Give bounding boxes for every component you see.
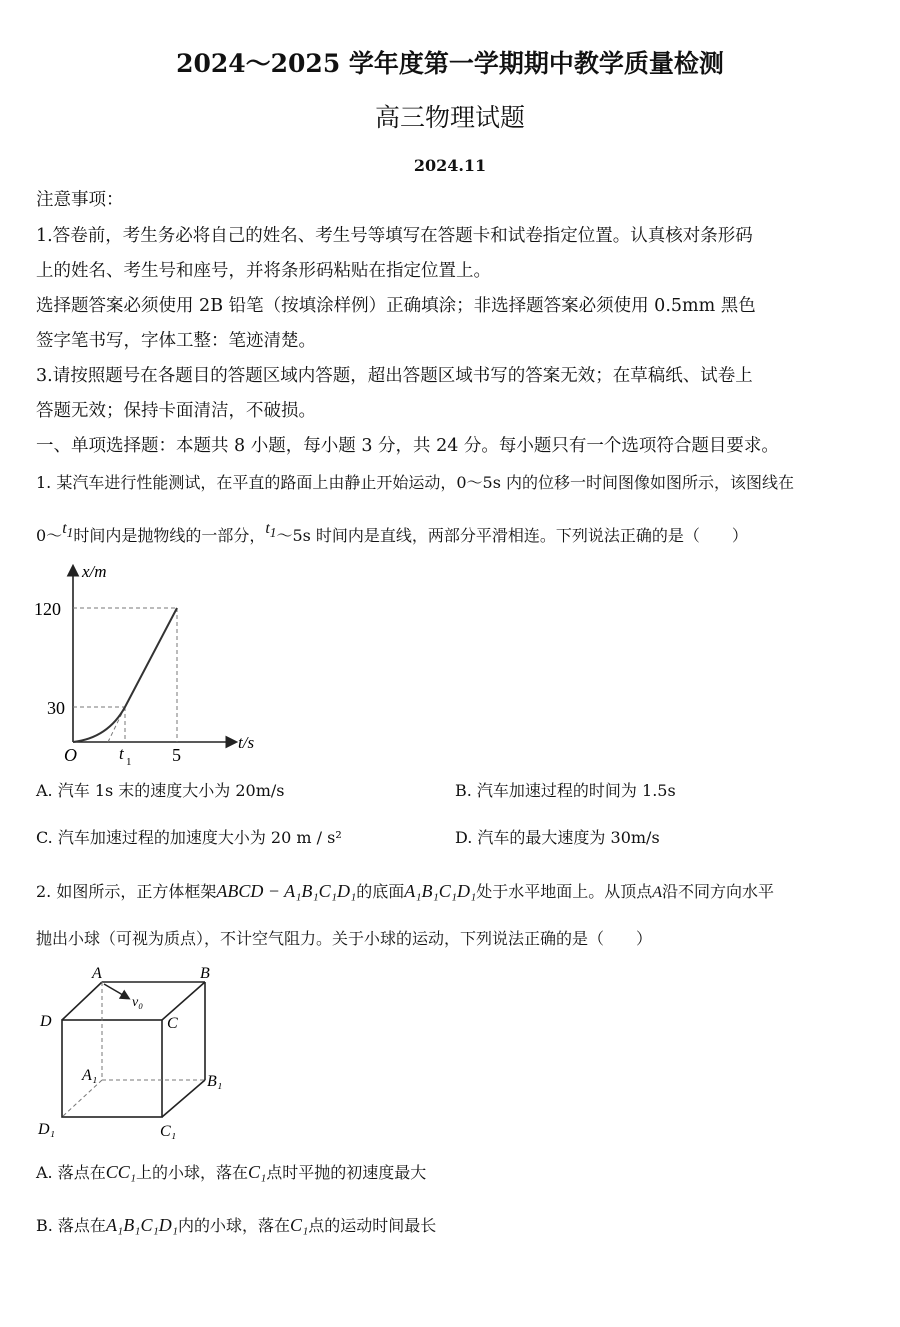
vertex-a: A xyxy=(92,965,102,982)
t1-var: t xyxy=(265,520,270,537)
exam-subtitle: 高三物理试题 xyxy=(374,103,525,132)
vertex-c: C xyxy=(167,1015,178,1032)
origin-label: O xyxy=(64,745,77,765)
q1-text: ～5s 时间内是直线，两部分平滑相连。下列说法正确的是（ ） xyxy=(276,526,748,545)
v0-arrow xyxy=(104,984,128,998)
y-tick-120: 120 xyxy=(34,599,61,619)
cube-figure xyxy=(30,960,230,1145)
q2-text: 的底面 xyxy=(356,882,405,901)
q1-stem-line1: 1. 某汽车进行性能测试，在平直的路面上由静止开始运动，0～5s 内的位移一时间图像如图所示，该图线在 xyxy=(36,473,795,492)
math: A₁B₁C₁D₁ xyxy=(105,1215,178,1235)
x-t-graph xyxy=(30,555,280,770)
q1-option-d: D. 汽车的最大速度为 30m/s xyxy=(455,828,660,847)
q2-text: 点的运动时间最长 xyxy=(308,1216,437,1235)
math: C₁ xyxy=(289,1215,309,1235)
vertex-a1: A₁ xyxy=(82,1067,98,1084)
q2-text: B. 落点在 xyxy=(36,1216,106,1235)
vertex-d: D xyxy=(40,1013,52,1030)
exam-title: 2024～2025 学年度第一学期期中教学质量检测 xyxy=(176,49,724,78)
t1-symbol xyxy=(265,520,277,541)
q1-option-c: C. 汽车加速过程的加速度大小为 20 m / s² xyxy=(36,828,342,847)
q2-option-a xyxy=(36,1160,426,1185)
base-math: A₁B₁C₁D₁ xyxy=(404,881,477,901)
y-tick-30: 30 xyxy=(47,698,65,718)
vertex-b: B xyxy=(200,965,210,982)
q2-text: 点时平抛的初速度最大 xyxy=(266,1163,427,1182)
exam-date: 2024.11 xyxy=(413,156,487,175)
q1-text: 0～ xyxy=(36,526,63,545)
section-heading: 一、单项选择题：本题共 8 小题，每小题 3 分，共 24 分。每小题只有一个选项符合题目要求。 xyxy=(36,436,779,456)
notice-line: 答题无效；保持卡面清洁，不破损。 xyxy=(36,401,316,421)
q2-text: 处于水平地面上。从顶点 xyxy=(476,882,653,901)
math: CC₁ xyxy=(105,1162,137,1182)
q2-option-b xyxy=(36,1213,436,1238)
vertex-math: A xyxy=(652,884,663,901)
q2-stem-line2: 抛出小球（可视为质点），不计空气阻力。关于小球的运动，下列说法正确的是（ ） xyxy=(36,929,653,948)
t1-sub: 1 xyxy=(269,525,277,541)
q2-text: 沿不同方向水平 xyxy=(662,882,775,901)
q2-text: A. 落点在 xyxy=(36,1163,106,1182)
vertex-b1: B₁ xyxy=(207,1073,223,1090)
q2-text: 2. 如图所示，正方体框架 xyxy=(36,882,217,901)
x-tick-t1: t xyxy=(119,744,124,763)
q2-text: 上的小球，落在 xyxy=(136,1163,249,1182)
v0-label: v₀ xyxy=(132,995,144,1010)
notice-line: 3.请按照题号在各题目的答题区域内答题，超出答题区域书写的答案无效；在草稿纸、试卷上 xyxy=(36,366,753,386)
math: C₁ xyxy=(248,1162,267,1182)
t1-var: t xyxy=(62,520,67,537)
q1-option-a: A. 汽车 1s 末的速度大小为 20m/s xyxy=(36,781,285,800)
q2-stem-line1 xyxy=(36,879,774,905)
notice-line: 签字笔书写，字体工整：笔迹清楚。 xyxy=(36,331,316,351)
q1-stem-line2 xyxy=(36,520,748,553)
x-tick-t1-sub: 1 xyxy=(126,756,132,768)
x-tick-5: 5 xyxy=(172,745,181,765)
q2-text: 内的小球，落在 xyxy=(177,1216,290,1235)
t1-sub: 1 xyxy=(66,525,74,541)
q1-text: 时间内是抛物线的一部分， xyxy=(73,526,266,545)
notice-line: 选择题答案必须使用 2B 铅笔（按填涂样例）正确填涂；非选择题答案必须使用 0.5mm 黑色 xyxy=(36,296,756,316)
cube-math: ABCD − A₁B₁C₁D₁ xyxy=(216,881,357,901)
notice-heading: 注意事项： xyxy=(36,190,124,210)
vertex-c1: C₁ xyxy=(160,1123,177,1140)
guide-lines xyxy=(73,608,177,742)
x-axis-label: t/s xyxy=(238,733,255,752)
notice-line: 上的姓名、考生号和座号，并将条形码粘贴在指定位置上。 xyxy=(36,261,491,281)
notice-line: 1.答卷前，考生务必将自己的姓名、考生号等填写在答题卡和试卷指定位置。认真核对条形码 xyxy=(36,226,753,246)
q1-option-b: B. 汽车加速过程的时间为 1.5s xyxy=(455,781,676,800)
t1-symbol xyxy=(62,520,74,541)
y-axis-label: x/m xyxy=(82,562,107,581)
vertex-d1: D₁ xyxy=(38,1121,56,1138)
